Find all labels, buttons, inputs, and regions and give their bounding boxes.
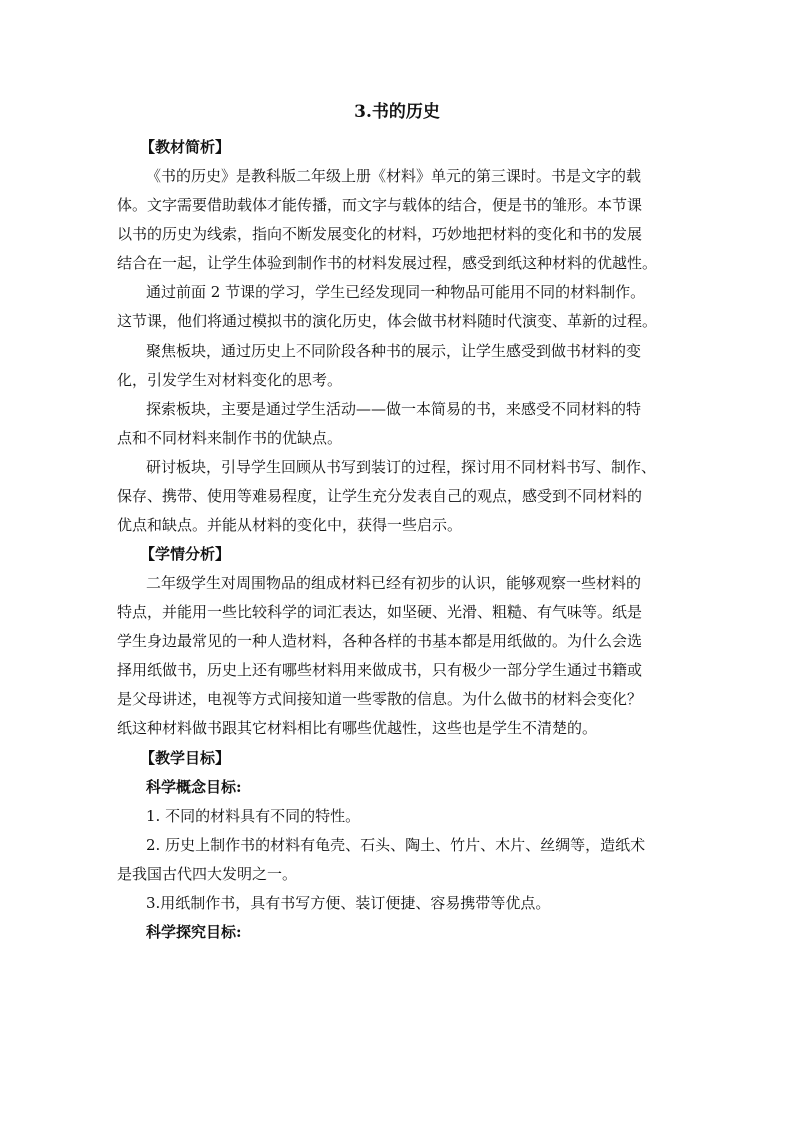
section-heading-student-analysis: 【学情分析】 (140, 545, 231, 563)
paragraph-line: 以书的历史为线索，指向不断发展变化的材料，巧妙地把材料的变化和书的发展 (117, 225, 643, 243)
paragraph-line: 这节课，他们将通过模拟书的演化历史，体会做书材料随时代演变、革新的过程。 (117, 312, 658, 330)
goal-item-continuation: 是我国古代四大发明之一。 (117, 865, 298, 883)
paragraph-line: 结合在一起，让学生体验到制作书的材料发展过程，感受到纸这种材料的优越性。 (117, 254, 658, 272)
goal-item: 3.用纸制作书，具有书写方便、装订便捷、容易携带等优点。 (146, 894, 551, 912)
paragraph-line: 点和不同材料来制作书的优缺点。 (117, 429, 343, 447)
paragraph-line: 优点和缺点。并能从材料的变化中，获得一些启示。 (117, 516, 463, 534)
paragraph-line: 择用纸做书，历史上还有哪些材料用来做成书，只有极少一部分学生通过书籍或 (117, 661, 643, 679)
paragraph-line: 《书的历史》是教科版二年级上册《材料》单元的第三课时。书是文字的载 (146, 167, 642, 185)
paragraph-line: 二年级学生对周围物品的组成材料已经有初步的认识，能够观察一些材料的 (146, 574, 642, 592)
subheading-inquiry-goals: 科学探究目标: (146, 923, 242, 941)
subheading-concept-goals: 科学概念目标: (146, 778, 242, 796)
paragraph-line: 学生身边最常见的一种人造材料，各种各样的书基本都是用纸做的。为什么会选 (117, 632, 643, 650)
paragraph-line: 保存、携带、使用等难易程度，让学生充分发表自己的观点，感受到不同材料的 (117, 487, 643, 505)
paragraph-line: 化，引发学生对材料变化的思考。 (117, 371, 343, 389)
section-heading-teaching-goals: 【教学目标】 (140, 749, 231, 767)
paragraph-line: 是父母讲述，电视等方式间接知道一些零散的信息。为什么做书的材料会变化？ (117, 690, 643, 708)
paragraph-line: 体。文字需要借助载体才能传播，而文字与载体的结合，便是书的雏形。本节课 (117, 196, 643, 214)
paragraph-line: 研讨板块，引导学生回顾从书写到装订的过程，探讨用不同材料书写、制作、 (146, 458, 657, 476)
goal-item: 2. 历史上制作书的材料有龟壳、石头、陶土、竹片、木片、丝绸等，造纸术 (146, 836, 646, 854)
paragraph-line: 聚焦板块，通过历史上不同阶段各种书的展示，让学生感受到做书材料的变 (146, 342, 642, 360)
page-title: 3.书的历史 (354, 102, 440, 122)
goal-item: 1. 不同的材料具有不同的特性。 (146, 807, 361, 825)
paragraph-line: 通过前面 2 节课的学习，学生已经发现同一种物品可能用不同的材料制作。 (146, 283, 646, 301)
paragraph-line: 特点，并能用一些比较科学的词汇表达，如坚硬、光滑、粗糙、有气味等。纸是 (117, 603, 643, 621)
paragraph-line: 探索板块，主要是通过学生活动——做一本简易的书，来感受不同材料的特 (146, 400, 642, 418)
paragraph-line: 纸这种材料做书跟其它材料相比有哪些优越性，这些也是学生不清楚的。 (117, 719, 598, 737)
section-heading-textbook-analysis: 【教材简析】 (140, 138, 231, 156)
